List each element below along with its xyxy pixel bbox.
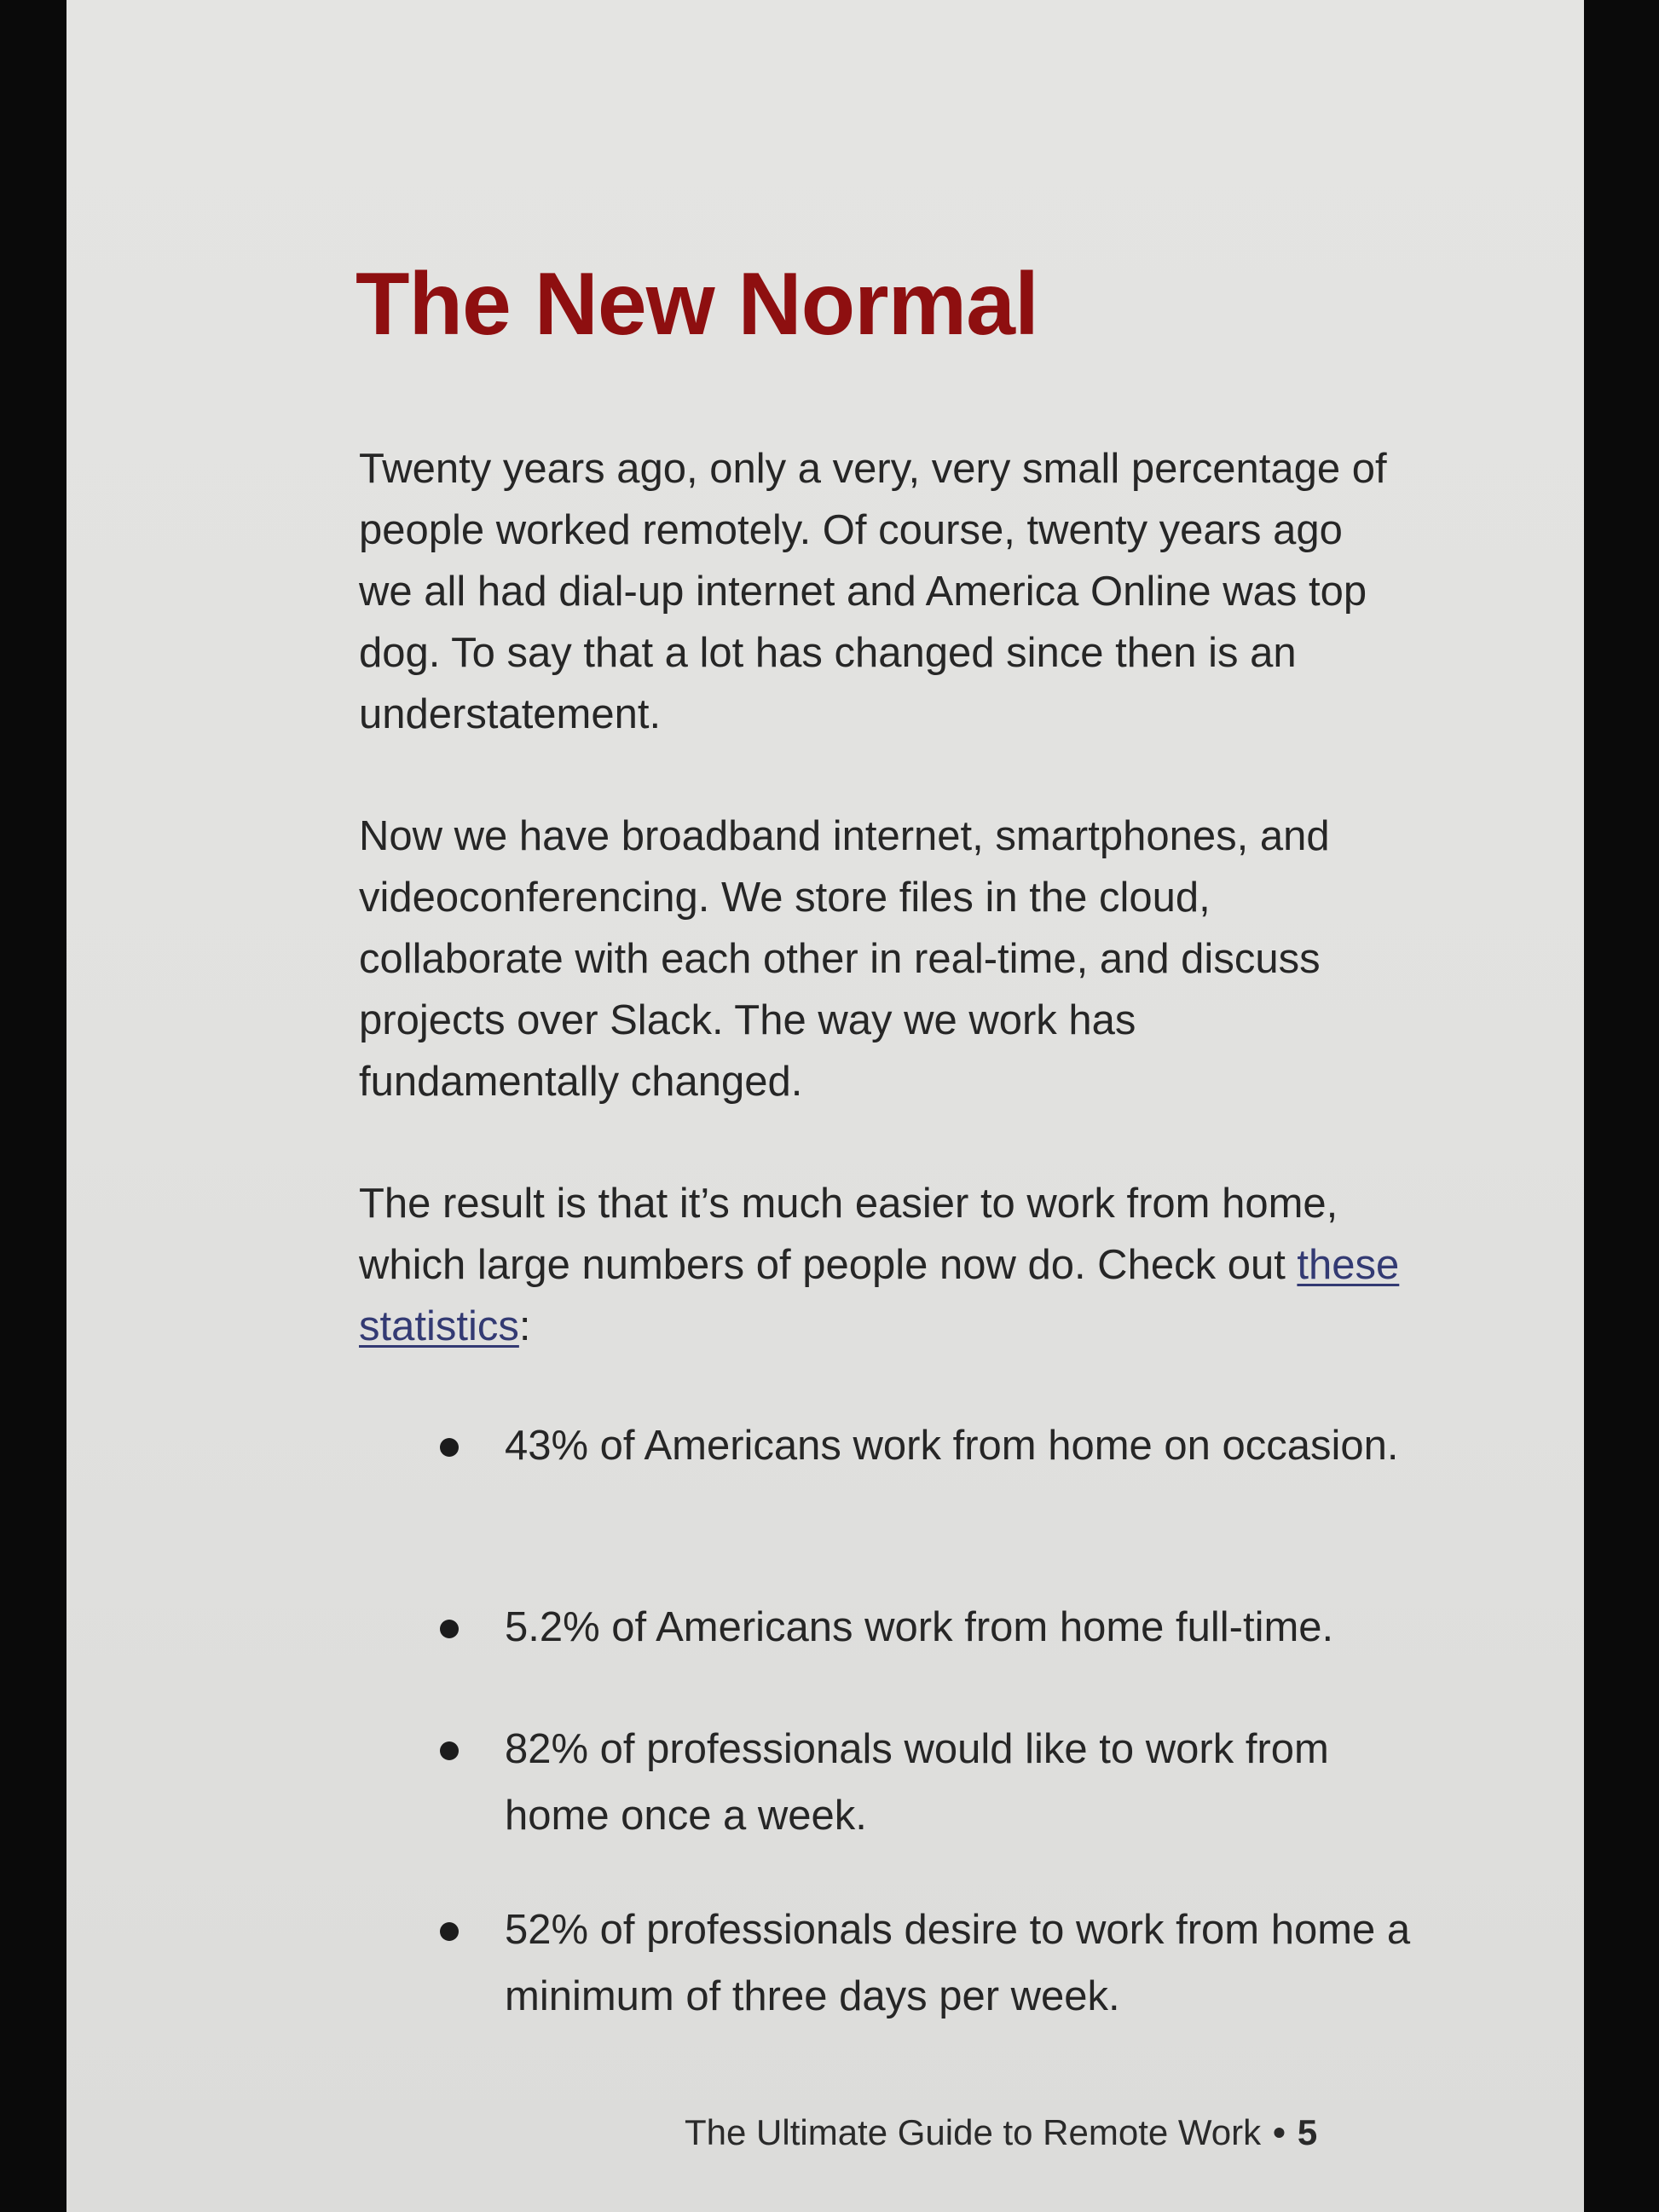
paragraph-result [359, 1173, 1408, 1357]
document-page [66, 0, 1584, 2212]
footer-book-title: The Ultimate Guide to Remote Work [685, 2112, 1262, 2152]
paragraph-technology: Now we have broadband internet, smartphones, and videoconferencing. We store files in the cloud, collaborate with each other in real-time, and discuss projects over Slack. The way we work has fundamentally changed. [359, 813, 1330, 1105]
paragraph-result-colon: : [518, 1303, 531, 1349]
bullet-icon [440, 1438, 459, 1457]
page-title: The New Normal [356, 255, 1038, 354]
list-item-text: 43% of Americans work from home on occasion. [505, 1423, 1399, 1469]
paragraph-intro: Twenty years ago, only a very, very small percentage of people worked remotely. Of course, twenty years ago we all had dial-up internet and America Online was top dog. To say that a lot has changed since then is an understatement. [359, 446, 1387, 737]
page-footer [685, 2107, 1317, 2158]
list-item-text: 5.2% of Americans work from home full-time. [505, 1604, 1334, 1650]
footer-separator: • [1273, 2112, 1286, 2152]
bullet-icon [440, 1741, 459, 1760]
page-number: 5 [1297, 2112, 1318, 2152]
bullet-icon [440, 1620, 459, 1638]
right-bezel [1584, 0, 1659, 2212]
list-item-text: 82% of professionals would like to work from home once a week. [505, 1726, 1329, 1839]
paragraph-result-text: The result is that it’s much easier to work from home, which large numbers of people now do. Check out [359, 1181, 1338, 1288]
list-item-text: 52% of professionals desire to work from home a minimum of three days per week. [505, 1907, 1411, 2019]
statistics-link[interactable]: these statistics [359, 1242, 1400, 1349]
bullet-icon [440, 1922, 459, 1941]
left-bezel [0, 0, 66, 2212]
